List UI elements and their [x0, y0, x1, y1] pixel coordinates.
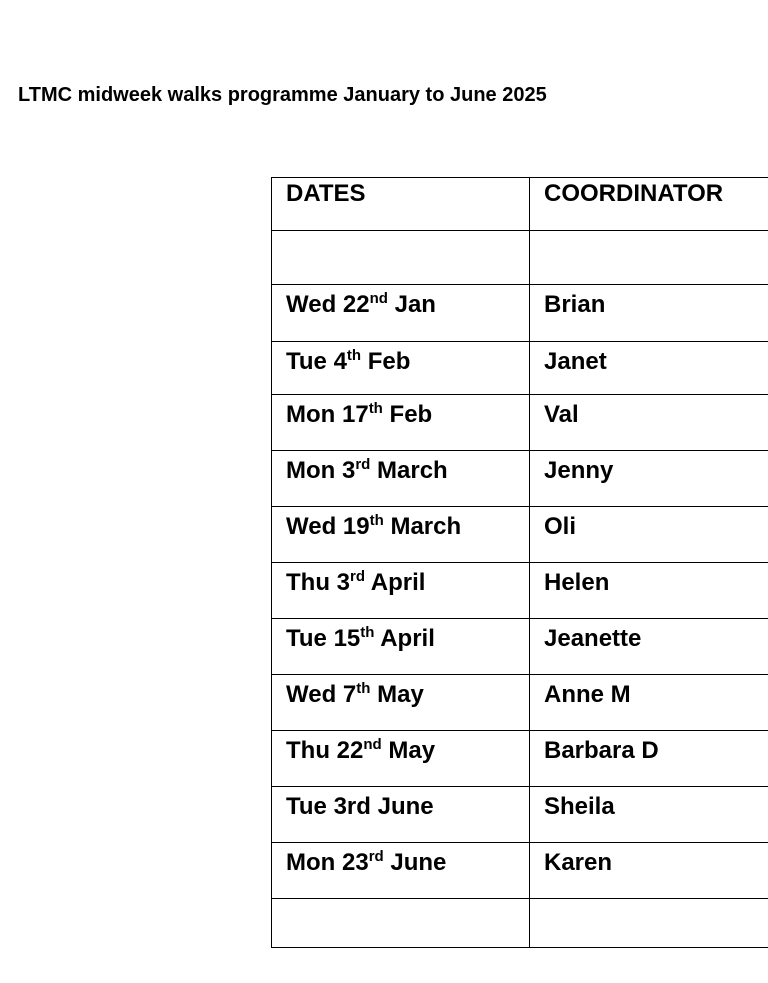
walk-day-number: 7 [342, 681, 357, 708]
walk-day: Mon [286, 849, 336, 876]
walk-coordinator-cell [530, 787, 768, 843]
table-row [272, 507, 768, 563]
walk-day-number: 15 [333, 625, 361, 652]
walk-coordinator-cell [530, 342, 768, 395]
walk-date-cell [272, 451, 530, 507]
walk-day-number: 19 [342, 513, 370, 540]
walk-date-cell [272, 675, 530, 731]
walk-day: Tue [286, 793, 327, 820]
walk-coordinator-cell [530, 507, 768, 563]
walk-date-cell [272, 507, 530, 563]
walk-day-suffix: th [368, 400, 383, 417]
walk-day-suffix: th [369, 512, 384, 529]
walk-date-cell [272, 843, 530, 899]
walk-day-number: 3 [341, 457, 356, 484]
walk-day: Thu [286, 569, 330, 596]
table-row [272, 787, 768, 843]
walk-day-suffix: nd [363, 736, 382, 753]
walk-month: April [380, 625, 435, 652]
walk-day: Wed [286, 513, 337, 540]
table-row [272, 675, 768, 731]
walk-day-number: 17 [341, 401, 369, 428]
table-row [272, 731, 768, 787]
walk-coordinator: Janet [544, 348, 607, 375]
walk-month: June [390, 849, 447, 876]
table-row [272, 563, 768, 619]
walk-month: April [370, 569, 426, 596]
walk-day-number: 3 [336, 569, 351, 596]
table-row [272, 899, 768, 948]
walk-coordinator: Anne M [544, 681, 631, 708]
table-row [272, 231, 768, 285]
walk-day: Mon [286, 401, 336, 428]
walk-day-number: 4 [333, 348, 347, 375]
walk-coordinator: Jeanette [544, 625, 642, 652]
walk-date-cell [272, 619, 530, 675]
walk-day-suffix: th [346, 347, 362, 364]
walk-day: Tue [286, 348, 327, 375]
walk-day-number: 3rd [333, 793, 371, 820]
walk-coordinator-cell [530, 675, 768, 731]
document-title: LTMC midweek walks programme January to June 2025 [18, 84, 547, 106]
header-dates [272, 178, 530, 231]
walk-day-suffix: rd [350, 568, 366, 585]
walk-day-number: 22 [342, 291, 370, 318]
walk-day-suffix: nd [369, 290, 388, 307]
walk-day-number: 23 [341, 849, 369, 876]
walk-month: May [388, 737, 436, 764]
table-row [272, 843, 768, 899]
walk-coordinator-cell [530, 395, 768, 451]
table-row [272, 285, 768, 342]
walk-month: March [390, 513, 462, 540]
walk-coordinator-cell [530, 731, 768, 787]
walk-day: Thu [286, 737, 330, 764]
walk-day: Wed [286, 291, 337, 318]
walk-date-cell [272, 899, 530, 948]
walk-coordinator: Val [544, 401, 579, 428]
walk-coordinator-cell [530, 451, 768, 507]
walk-coordinator: Karen [544, 849, 613, 876]
header-coordinator-label: COORDINATOR [544, 180, 724, 207]
walk-date-cell [272, 285, 530, 342]
walks-table-body [272, 178, 768, 948]
walk-coordinator: Sheila [544, 793, 615, 820]
walk-date-cell [272, 787, 530, 843]
walk-month: Jan [394, 291, 436, 318]
table-row [272, 451, 768, 507]
walk-month: May [377, 681, 424, 708]
walk-coordinator-cell [530, 619, 768, 675]
walk-coordinator-cell [530, 563, 768, 619]
walks-table [271, 177, 768, 948]
walk-month: June [377, 793, 434, 820]
walk-day-number: 22 [336, 737, 364, 764]
walk-day-suffix: th [360, 624, 375, 641]
walk-day-suffix: th [356, 680, 371, 697]
walk-date-cell [272, 342, 530, 395]
walk-coordinator-cell [530, 285, 768, 342]
walk-coordinator: Oli [544, 513, 577, 540]
walk-coordinator-cell [530, 899, 768, 948]
table-row [272, 342, 768, 395]
walk-coordinator: Helen [544, 569, 610, 596]
header-dates-label: DATES [286, 180, 366, 207]
walk-day: Wed [286, 681, 337, 708]
walk-month: Feb [367, 348, 411, 375]
walk-date-cell [272, 563, 530, 619]
header-coordinator [530, 178, 768, 231]
walk-coordinator-cell [530, 231, 768, 285]
walk-date-cell [272, 395, 530, 451]
walk-date-cell [272, 731, 530, 787]
walk-day: Tue [286, 625, 327, 652]
walk-coordinator-cell [530, 843, 768, 899]
table-row [272, 395, 768, 451]
walk-coordinator: Brian [544, 291, 606, 318]
walk-date-cell [272, 231, 530, 285]
walk-month: Feb [389, 401, 433, 428]
walk-day: Mon [286, 457, 336, 484]
walk-coordinator: Jenny [544, 457, 614, 484]
table-header-row [272, 178, 768, 231]
walk-coordinator: Barbara D [544, 737, 659, 764]
table-row [272, 619, 768, 675]
walk-day-suffix: rd [355, 456, 371, 473]
walk-month: March [377, 457, 448, 484]
walk-day-suffix: rd [368, 848, 384, 865]
